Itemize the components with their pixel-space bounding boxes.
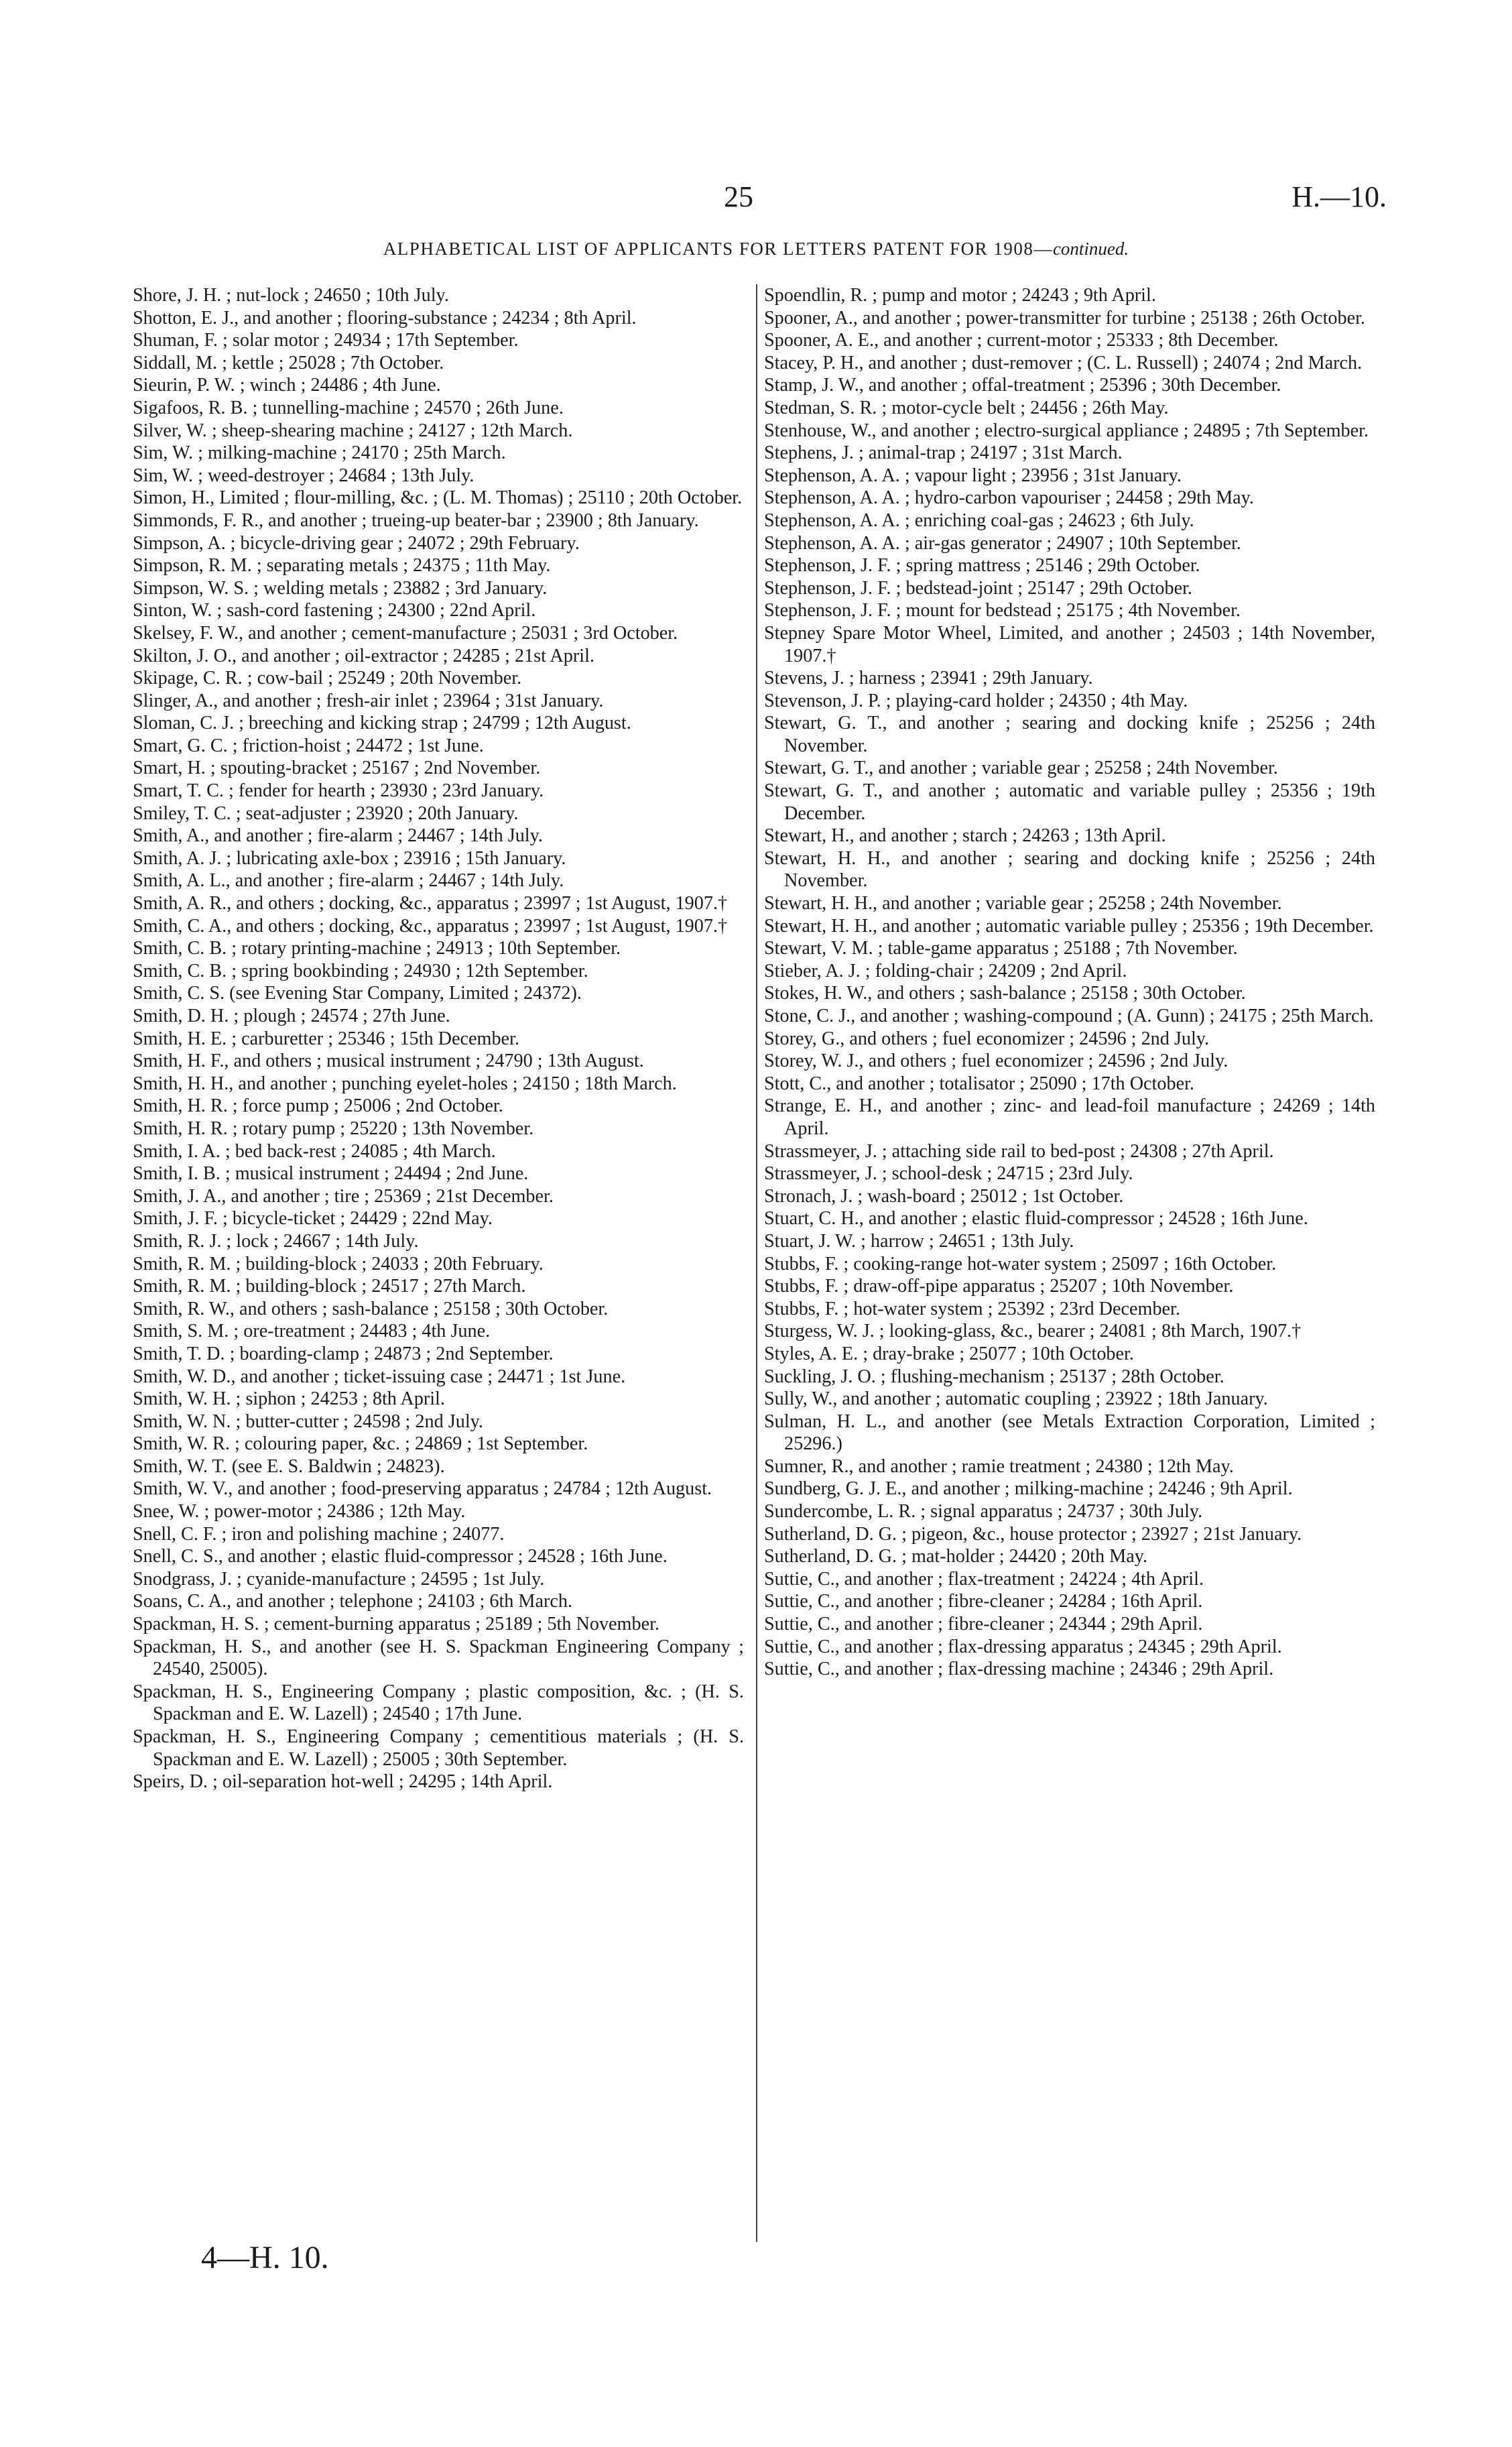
list-entry: Simpson, R. M. ; separating metals ; 24375 ; 11th May. (133, 555, 551, 577)
list-entry: Stokes, H. W., and others ; sash-balance ; 25158 ; 30th October. (764, 983, 1246, 1004)
list-entry: Smith, D. H. ; plough ; 24574 ; 27th June. (133, 1006, 450, 1026)
list-entry: Smith, H. H., and another ; punching eyelet-holes ; 24150 ; 18th March. (133, 1073, 677, 1094)
list-entry: Stedman, S. R. ; motor-cycle belt ; 24456 ; 26th May. (764, 397, 1169, 418)
list-entry: Smith, A. R., and others ; docking, &c., apparatus ; 23997 ; 1st August, 1907.† (133, 893, 728, 914)
list-entry: Stacey, P. H., and another ; dust-remover ; (C. L. Russell) ; 24074 ; 2nd March. (764, 352, 1363, 373)
list-entry: Smith, R. J. ; lock ; 24667 ; 14th July. (133, 1230, 419, 1252)
list-entry: Stubbs, F. ; draw-off-pipe apparatus ; 25207 ; 10th November. (764, 1276, 1234, 1297)
list-entry: Stewart, H. H., and another ; variable gear ; 25258 ; 24th November. (764, 893, 1282, 914)
document-reference: H.—10. (1292, 180, 1387, 213)
list-entry: Smith, J. F. ; bicycle-ticket ; 24429 ; 22nd May. (133, 1208, 493, 1230)
list-entry: Sturgess, W. J. ; looking-glass, &c., bearer ; 24081 ; 8th March, 1907.† (764, 1321, 1302, 1342)
list-entry: Smith, C. B. ; spring bookbinding ; 24930 ; 12th September. (133, 960, 588, 981)
list-entry: Simpson, A. ; bicycle-driving gear ; 24072 ; 29th February. (133, 532, 580, 554)
right-column (764, 284, 1375, 1681)
list-entry: Stephenson, J. F. ; mount for bedstead ; 25175 ; 4th November. (764, 600, 1241, 621)
list-entry: Shuman, F. ; solar motor ; 24934 ; 17th September. (133, 330, 519, 351)
list-entry: Suttie, C., and another ; fibre-cleaner ; 24284 ; 16th April. (764, 1591, 1203, 1612)
list-entry: Smith, R. M. ; building-block ; 24033 ; 20th February. (133, 1253, 544, 1274)
list-entry: Sloman, C. J. ; breeching and kicking strap ; 24799 ; 12th August. (133, 713, 631, 734)
list-entry: Slinger, A., and another ; fresh-air inlet ; 23964 ; 31st January. (133, 690, 604, 711)
list-entry: Spooner, A., and another ; power-transmitter for turbine ; 25138 ; 26th October. (764, 307, 1365, 329)
list-entry: Spackman, H. S., and another (see H. S. Spackman Engineering Company ; 24540, 25005). (133, 1636, 744, 1680)
list-entry: Stephenson, J. F. ; spring mattress ; 25146 ; 29th October. (764, 555, 1200, 577)
list-entry: Suckling, J. O. ; flushing-mechanism ; 25137 ; 28th October. (764, 1366, 1224, 1387)
list-entry: Spoendlin, R. ; pump and motor ; 24243 ; 9th April. (764, 285, 1156, 306)
list-entry: Sinton, W. ; sash-cord fastening ; 24300 ; 22nd April. (133, 600, 536, 621)
list-entry: Skilton, J. O., and another ; oil-extractor ; 24285 ; 21st April. (133, 645, 594, 666)
list-entry: Strassmeyer, J. ; attaching side rail to bed-post ; 24308 ; 27th April. (764, 1140, 1274, 1162)
list-entry: Suttie, C., and another ; flax-treatment ; 24224 ; 4th April. (764, 1568, 1204, 1590)
list-entry: Stott, C., and another ; totalisator ; 25090 ; 17th October. (764, 1073, 1194, 1094)
list-entry: Simmonds, F. R., and another ; trueing-up beater-bar ; 23900 ; 8th January. (133, 510, 699, 531)
list-entry: Smiley, T. C. ; seat-adjuster ; 23920 ; 20th January. (133, 802, 519, 824)
list-entry: Stephenson, A. A. ; vapour light ; 23956 ; 31st January. (764, 465, 1182, 486)
list-entry: Stewart, G. T., and another ; variable gear ; 25258 ; 24th November. (764, 758, 1278, 779)
list-entry: Speirs, D. ; oil-separation hot-well ; 24295 ; 14th April. (133, 1771, 553, 1793)
list-entry: Smith, I. A. ; bed back-rest ; 24085 ; 4th March. (133, 1140, 496, 1162)
list-entry: Smith, S. M. ; ore-treatment ; 24483 ; 4th June. (133, 1321, 491, 1342)
list-entry: Smart, H. ; spouting-bracket ; 25167 ; 2nd November. (133, 758, 541, 779)
list-entry: Stewart, H. H., and another ; automatic variable pulley ; 25356 ; 19th December. (764, 915, 1374, 937)
list-entry: Stewart, H. H., and another ; searing and docking knife ; 25256 ; 24th November. (764, 847, 1375, 892)
list-entry: Sundberg, G. J. E., and another ; milking-machine ; 24246 ; 9th April. (764, 1478, 1293, 1500)
list-entry: Stewart, V. M. ; table-game apparatus ; 25188 ; 7th November. (764, 938, 1238, 959)
list-entry: Smith, H. F., and others ; musical instrument ; 24790 ; 13th August. (133, 1051, 644, 1072)
list-entry: Smith, H. R. ; rotary pump ; 25220 ; 13th November. (133, 1118, 534, 1139)
list-entry: Suttie, C., and another ; flax-dressing apparatus ; 24345 ; 29th April. (764, 1636, 1282, 1657)
list-entry: Sundercombe, L. R. ; signal apparatus ; 24737 ; 30th July. (764, 1501, 1203, 1523)
list-entry: Sim, W. ; milking-machine ; 24170 ; 25th March. (133, 442, 506, 464)
list-entry: Sim, W. ; weed-destroyer ; 24684 ; 13th July. (133, 465, 475, 486)
list-entry: Smith, W. V., and another ; food-preserving apparatus ; 24784 ; 12th August. (133, 1478, 712, 1500)
list-entry: Smith, W. D., and another ; ticket-issuing case ; 24471 ; 1st June. (133, 1366, 626, 1387)
list-entry: Sully, W., and another ; automatic coupling ; 23922 ; 18th January. (764, 1388, 1268, 1410)
footer-reference: 4—H. 10. (201, 2240, 329, 2275)
list-entry: Storey, G., and others ; fuel economizer ; 24596 ; 2nd July. (764, 1028, 1210, 1049)
list-entry: Spackman, H. S., Engineering Company ; plastic composition, &c. ; (H. S. Spackman and E. W. Lazell) ; 24540 ; 17th June. (133, 1681, 744, 1725)
list-entry: Simon, H., Limited ; flour-milling, &c. ; (L. M. Thomas) ; 25110 ; 20th October. (133, 487, 743, 509)
list-entry: Stewart, H., and another ; starch ; 24263 ; 13th April. (764, 825, 1166, 847)
list-entry: Shore, J. H. ; nut-lock ; 24650 ; 10th July. (133, 285, 449, 306)
list-entry: Stone, C. J., and another ; washing-compound ; (A. Gunn) ; 24175 ; 25th March. (764, 1006, 1374, 1026)
list-entry: Smith, W. R. ; colouring paper, &c. ; 24869 ; 1st September. (133, 1433, 588, 1455)
list-entry: Smith, A., and another ; fire-alarm ; 24467 ; 14th July. (133, 825, 543, 847)
list-entry: Smith, H. E. ; carburetter ; 25346 ; 15th December. (133, 1028, 519, 1049)
left-column (133, 284, 744, 1793)
list-entry: Smart, G. C. ; friction-hoist ; 24472 ; 1st June. (133, 735, 484, 756)
list-entry: Smith, W. T. (see E. S. Baldwin ; 24823). (133, 1455, 445, 1477)
list-entry: Skelsey, F. W., and another ; cement-manufacture ; 25031 ; 3rd October. (133, 622, 678, 644)
list-entry: Smith, I. B. ; musical instrument ; 24494 ; 2nd June. (133, 1163, 529, 1185)
list-entry: Stephens, J. ; animal-trap ; 24197 ; 31st March. (764, 442, 1123, 464)
list-entry: Sieurin, P. W. ; winch ; 24486 ; 4th June. (133, 375, 441, 396)
list-entry: Snee, W. ; power-motor ; 24386 ; 12th May. (133, 1501, 466, 1523)
page-title-continued: continued. (1052, 239, 1129, 259)
list-entry: Stephenson, A. A. ; air-gas generator ; 24907 ; 10th September. (764, 532, 1241, 554)
list-entry: Stronach, J. ; wash-board ; 25012 ; 1st October. (764, 1185, 1124, 1207)
list-entry: Skipage, C. R. ; cow-bail ; 25249 ; 20th November. (133, 668, 522, 689)
list-entry: Stubbs, F. ; hot-water system ; 25392 ; 23rd December. (764, 1298, 1180, 1319)
page-title-text: ALPHABETICAL LIST OF APPLICANTS FOR LETTERS PATENT FOR 1908— (383, 239, 1053, 259)
list-entry: Smith, R. M. ; building-block ; 24517 ; 27th March. (133, 1276, 526, 1297)
list-entry: Soans, C. A., and another ; telephone ; 24103 ; 6th March. (133, 1591, 573, 1612)
list-entry: Smith, C. B. ; rotary printing-machine ; 24913 ; 10th September. (133, 938, 621, 959)
list-entry: Stamp, J. W., and another ; offal-treatment ; 25396 ; 30th December. (764, 375, 1281, 396)
list-entry: Sutherland, D. G. ; pigeon, &c., house protector ; 23927 ; 21st January. (764, 1523, 1302, 1545)
list-entry: Strassmeyer, J. ; school-desk ; 24715 ; 23rd July. (764, 1163, 1133, 1185)
list-entry: Snodgrass, J. ; cyanide-manufacture ; 24595 ; 1st July. (133, 1568, 545, 1590)
list-entry: Smith, J. A., and another ; tire ; 25369 ; 21st December. (133, 1185, 554, 1207)
list-entry: Stieber, A. J. ; folding-chair ; 24209 ; 2nd April. (764, 960, 1127, 981)
list-entry: Storey, W. J., and others ; fuel economizer ; 24596 ; 2nd July. (764, 1051, 1228, 1072)
page-number: 25 (724, 180, 753, 213)
list-entry: Smith, T. D. ; boarding-clamp ; 24873 ; 2nd September. (133, 1343, 554, 1364)
list-entry: Suttie, C., and another ; fibre-cleaner ; 24344 ; 29th April. (764, 1614, 1203, 1635)
list-entry: Sulman, H. L., and another (see Metals Extraction Corporation, Limited ; 25296.) (764, 1411, 1375, 1455)
list-entry: Snell, C. S., and another ; elastic fluid-compressor ; 24528 ; 16th June. (133, 1546, 668, 1567)
list-entry: Stewart, G. T., and another ; searing and docking knife ; 25256 ; 24th November. (764, 713, 1375, 756)
list-entry: Sutherland, D. G. ; mat-holder ; 24420 ; 20th May. (764, 1546, 1148, 1567)
list-entry: Stenhouse, W., and another ; electro-surgical appliance ; 24895 ; 7th September. (764, 420, 1369, 441)
list-entry: Smith, C. S. (see Evening Star Company, Limited ; 24372). (133, 983, 582, 1004)
list-entry: Strange, E. H., and another ; zinc- and lead-foil manufacture ; 24269 ; 14th April. (764, 1095, 1375, 1139)
list-entry: Stephenson, J. F. ; bedstead-joint ; 25147 ; 29th October. (764, 577, 1192, 599)
list-entry: Spackman, H. S. ; cement-burning apparatus ; 25189 ; 5th November. (133, 1614, 659, 1635)
list-entry: Stevenson, J. P. ; playing-card holder ; 24350 ; 4th May. (764, 690, 1188, 711)
list-entry: Siddall, M. ; kettle ; 25028 ; 7th October. (133, 352, 444, 373)
list-entry: Sigafoos, R. B. ; tunnelling-machine ; 24570 ; 26th June. (133, 397, 564, 418)
list-entry: Smith, C. A., and others ; docking, &c., apparatus ; 23997 ; 1st August, 1907.† (133, 915, 728, 937)
list-entry: Stephenson, A. A. ; enriching coal-gas ; 24623 ; 6th July. (764, 510, 1194, 531)
list-entry: Sumner, R., and another ; ramie treatment ; 24380 ; 12th May. (764, 1455, 1234, 1477)
list-entry: Stuart, J. W. ; harrow ; 24651 ; 13th July. (764, 1230, 1074, 1252)
list-entry: Smith, H. R. ; force pump ; 25006 ; 2nd October. (133, 1095, 503, 1117)
page-title (0, 239, 1512, 259)
list-entry: Stepney Spare Motor Wheel, Limited, and another ; 24503 ; 14th November, 1907.† (764, 622, 1375, 666)
list-entry: Silver, W. ; sheep-shearing machine ; 24127 ; 12th March. (133, 420, 573, 441)
list-entry: Suttie, C., and another ; flax-dressing machine ; 24346 ; 29th April. (764, 1659, 1274, 1680)
list-entry: Smith, W. N. ; butter-cutter ; 24598 ; 2nd July. (133, 1411, 483, 1432)
list-entry: Smith, R. W., and others ; sash-balance ; 25158 ; 30th October. (133, 1298, 609, 1319)
list-entry: Spooner, A. E., and another ; current-motor ; 25333 ; 8th December. (764, 330, 1279, 351)
list-entry: Shotton, E. J., and another ; flooring-substance ; 24234 ; 8th April. (133, 307, 637, 329)
list-entry: Snell, C. F. ; iron and polishing machine ; 24077. (133, 1523, 505, 1545)
list-entry: Stuart, C. H., and another ; elastic fluid-compressor ; 24528 ; 16th June. (764, 1208, 1308, 1230)
list-entry: Simpson, W. S. ; welding metals ; 23882 ; 3rd January. (133, 577, 548, 599)
column-divider (756, 284, 757, 2242)
list-entry: Smart, T. C. ; fender for hearth ; 23930 ; 23rd January. (133, 780, 544, 802)
list-entry: Stubbs, F. ; cooking-range hot-water system ; 25097 ; 16th October. (764, 1253, 1277, 1274)
list-entry: Spackman, H. S., Engineering Company ; cementitious materials ; (H. S. Spackman and E. W. Lazell) ; 25005 ; 30th September. (133, 1726, 744, 1770)
list-entry: Styles, A. E. ; dray-brake ; 25077 ; 10th October. (764, 1343, 1134, 1364)
list-entry: Stevens, J. ; harness ; 23941 ; 29th January. (764, 668, 1093, 689)
list-entry: Stewart, G. T., and another ; automatic and variable pulley ; 25356 ; 19th December. (764, 780, 1375, 824)
list-entry: Smith, W. H. ; siphon ; 24253 ; 8th April. (133, 1388, 445, 1410)
list-entry: Smith, A. L., and another ; fire-alarm ; 24467 ; 14th July. (133, 870, 564, 892)
list-entry: Stephenson, A. A. ; hydro-carbon vapouriser ; 24458 ; 29th May. (764, 487, 1254, 509)
list-entry: Smith, A. J. ; lubricating axle-box ; 23916 ; 15th January. (133, 847, 566, 869)
